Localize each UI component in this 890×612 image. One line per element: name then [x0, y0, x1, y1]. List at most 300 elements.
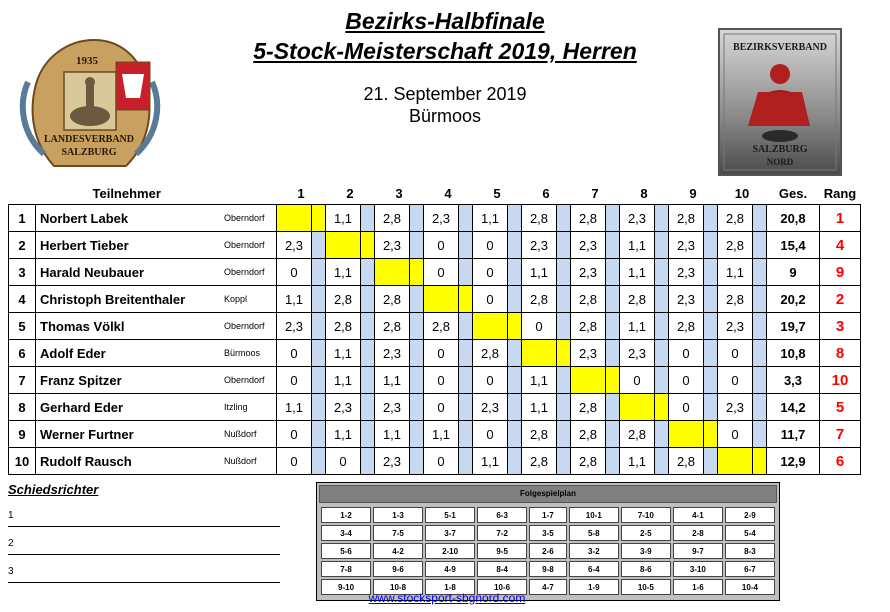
- score-spacer: [655, 367, 669, 394]
- schedule-pairing: 9-7: [673, 543, 723, 559]
- score-spacer: [459, 394, 473, 421]
- score-spacer: [753, 394, 767, 421]
- logo-right-line3: NORD: [766, 157, 794, 167]
- score-spacer: [606, 448, 620, 475]
- schedule-pairing: 5-6: [321, 543, 371, 559]
- rank-value: 7: [820, 421, 861, 448]
- total-score: 14,2: [767, 394, 820, 421]
- score-spacer: [606, 367, 620, 394]
- score-cell: 1,1: [277, 394, 312, 421]
- score-cell: 0: [473, 232, 508, 259]
- score-cell: 1,1: [620, 232, 655, 259]
- score-spacer: [557, 286, 571, 313]
- participant-name: Rudolf Rausch: [36, 448, 225, 475]
- logo-right-line1: BEZIRKSVERBAND: [733, 42, 827, 53]
- score-cell: 0: [473, 367, 508, 394]
- col-round-header: 7: [591, 185, 599, 201]
- rank-value: 1: [820, 205, 861, 232]
- score-spacer: [410, 205, 424, 232]
- score-spacer: [361, 367, 375, 394]
- self-match-cell: [571, 367, 606, 394]
- score-cell: 0: [424, 448, 459, 475]
- score-cell: 1,1: [522, 394, 557, 421]
- score-spacer: [753, 313, 767, 340]
- schedule-pairing: 9-5: [477, 543, 527, 559]
- schedule-pairing: 7-10: [621, 507, 671, 523]
- score-spacer: [655, 313, 669, 340]
- score-cell: 0: [277, 340, 312, 367]
- schedule-row: [321, 543, 775, 559]
- score-spacer: [508, 286, 522, 313]
- score-spacer: [459, 340, 473, 367]
- row-number: 6: [9, 340, 36, 367]
- score-cell: 2,8: [571, 205, 606, 232]
- col-total: Ges.: [778, 185, 808, 201]
- row-number: 5: [9, 313, 36, 340]
- score-cell: 2,8: [375, 286, 410, 313]
- schedule-pairing: 8-4: [477, 561, 527, 577]
- schedule-pairing: 7-2: [477, 525, 527, 541]
- schedule-table-body: [321, 507, 775, 595]
- schedule-pairing: 1-8: [425, 579, 475, 595]
- score-cell: 0: [669, 394, 704, 421]
- row-number: 3: [9, 259, 36, 286]
- score-cell: 2,8: [571, 313, 606, 340]
- total-score: 15,4: [767, 232, 820, 259]
- score-cell: 1,1: [718, 259, 753, 286]
- score-spacer: [557, 340, 571, 367]
- score-cell: 2,8: [522, 286, 557, 313]
- score-spacer: [410, 340, 424, 367]
- score-spacer: [557, 313, 571, 340]
- schedule-table: [319, 505, 777, 597]
- score-spacer: [753, 367, 767, 394]
- score-spacer: [508, 367, 522, 394]
- score-spacer: [410, 259, 424, 286]
- score-cell: 0: [326, 448, 361, 475]
- schedule-pairing: 5-1: [425, 507, 475, 523]
- score-cell: 2,8: [522, 205, 557, 232]
- col-round-header: 4: [444, 185, 452, 201]
- score-spacer: [459, 232, 473, 259]
- schedule-pairing: 3-2: [569, 543, 619, 559]
- self-match-cell: [424, 286, 459, 313]
- score-cell: 2,8: [718, 232, 753, 259]
- score-cell: 1,1: [473, 448, 508, 475]
- col-participant: Teilnehmer: [92, 185, 161, 201]
- participant-club: Nußdorf: [224, 421, 277, 448]
- schedule-pairing: 3-5: [529, 525, 567, 541]
- table-row: [9, 367, 861, 394]
- score-cell: 0: [718, 367, 753, 394]
- score-cell: 2,3: [375, 340, 410, 367]
- schedule-pairing: 6-4: [569, 561, 619, 577]
- score-cell: 0: [473, 421, 508, 448]
- schedule-pairing: 3-9: [621, 543, 671, 559]
- schedule-pairing: 6-7: [725, 561, 775, 577]
- referee-line-1: 1: [8, 510, 280, 527]
- schedule-pairing: 4-1: [673, 507, 723, 523]
- score-spacer: [557, 448, 571, 475]
- results-table: [8, 182, 861, 475]
- schedule-pairing: 9-8: [529, 561, 567, 577]
- self-match-cell: [620, 394, 655, 421]
- score-spacer: [410, 286, 424, 313]
- score-cell: 2,3: [718, 313, 753, 340]
- col-round-header: 10: [734, 185, 750, 201]
- score-spacer: [606, 286, 620, 313]
- score-spacer: [704, 232, 718, 259]
- score-spacer: [508, 340, 522, 367]
- score-spacer: [557, 259, 571, 286]
- rank-value: 9: [820, 259, 861, 286]
- score-cell: 2,8: [424, 313, 459, 340]
- score-cell: 0: [669, 367, 704, 394]
- schedule-pairing: 1-9: [569, 579, 619, 595]
- self-match-cell: [522, 340, 557, 367]
- logo-left-line2: SALZBURG: [61, 147, 117, 158]
- score-spacer: [557, 367, 571, 394]
- score-spacer: [508, 421, 522, 448]
- score-cell: 2,3: [277, 232, 312, 259]
- score-spacer: [508, 232, 522, 259]
- row-number: 9: [9, 421, 36, 448]
- total-score: 12,9: [767, 448, 820, 475]
- score-cell: 2,3: [669, 286, 704, 313]
- score-spacer: [361, 448, 375, 475]
- score-cell: 0: [473, 259, 508, 286]
- participant-club: Nußdorf: [224, 448, 277, 475]
- score-spacer: [606, 205, 620, 232]
- event-place: Bürmoos: [408, 106, 482, 126]
- score-cell: 2,8: [375, 205, 410, 232]
- score-cell: 1,1: [326, 205, 361, 232]
- score-cell: 2,8: [473, 340, 508, 367]
- score-cell: 0: [424, 340, 459, 367]
- total-score: 10,8: [767, 340, 820, 367]
- score-spacer: [704, 340, 718, 367]
- participant-club: Itzling: [224, 394, 277, 421]
- participant-club: Bürmoos: [224, 340, 277, 367]
- score-cell: 0: [718, 421, 753, 448]
- score-cell: 0: [277, 421, 312, 448]
- schedule-row: [321, 507, 775, 523]
- participant-name: Christoph Breitenthaler: [36, 286, 225, 313]
- self-match-cell: [718, 448, 753, 475]
- score-cell: 2,3: [669, 232, 704, 259]
- score-cell: 1,1: [326, 340, 361, 367]
- score-spacer: [557, 421, 571, 448]
- self-match-cell: [277, 205, 312, 232]
- score-spacer: [606, 313, 620, 340]
- score-spacer: [312, 286, 326, 313]
- score-spacer: [361, 421, 375, 448]
- score-spacer: [704, 313, 718, 340]
- score-cell: 1,1: [620, 313, 655, 340]
- rank-value: 2: [820, 286, 861, 313]
- score-spacer: [753, 259, 767, 286]
- table-row: [9, 259, 861, 286]
- score-cell: 1,1: [375, 367, 410, 394]
- schedule-pairing: 7-8: [321, 561, 371, 577]
- score-cell: 2,3: [375, 232, 410, 259]
- score-cell: 2,8: [375, 313, 410, 340]
- schedule-pairing: 7-5: [373, 525, 423, 541]
- schedule-title: Folgespielplan: [319, 485, 777, 503]
- score-spacer: [606, 259, 620, 286]
- participant-name: Adolf Eder: [36, 340, 225, 367]
- score-spacer: [459, 448, 473, 475]
- score-spacer: [312, 259, 326, 286]
- score-spacer: [508, 205, 522, 232]
- score-cell: 2,3: [620, 205, 655, 232]
- schedule-pairing: 3-4: [321, 525, 371, 541]
- schedule-pairing: 4-2: [373, 543, 423, 559]
- table-row: [9, 286, 861, 313]
- schedule-pairing: 10-6: [477, 579, 527, 595]
- score-spacer: [459, 313, 473, 340]
- schedule-pairing: 2-8: [673, 525, 723, 541]
- score-cell: 1,1: [326, 421, 361, 448]
- score-spacer: [704, 394, 718, 421]
- score-spacer: [655, 394, 669, 421]
- schedule-pairing: 10-5: [621, 579, 671, 595]
- row-number: 4: [9, 286, 36, 313]
- score-cell: 2,3: [620, 340, 655, 367]
- score-cell: 2,8: [571, 421, 606, 448]
- score-cell: 1,1: [326, 367, 361, 394]
- col-round-header: 8: [640, 185, 648, 201]
- table-row: [9, 340, 861, 367]
- score-spacer: [508, 259, 522, 286]
- participant-club: Koppl: [224, 286, 277, 313]
- score-spacer: [312, 313, 326, 340]
- score-spacer: [410, 448, 424, 475]
- score-spacer: [361, 259, 375, 286]
- score-spacer: [459, 286, 473, 313]
- score-cell: 2,3: [277, 313, 312, 340]
- schedule-pairing: 9-6: [373, 561, 423, 577]
- rank-value: 6: [820, 448, 861, 475]
- score-spacer: [459, 367, 473, 394]
- schedule-row: [321, 525, 775, 541]
- rank-value: 4: [820, 232, 861, 259]
- score-spacer: [704, 421, 718, 448]
- score-spacer: [606, 421, 620, 448]
- score-spacer: [361, 205, 375, 232]
- score-spacer: [655, 259, 669, 286]
- score-cell: 1,1: [326, 259, 361, 286]
- score-cell: 0: [424, 394, 459, 421]
- score-cell: 2,3: [375, 448, 410, 475]
- schedule-pairing: 4-9: [425, 561, 475, 577]
- participant-name: Harald Neubauer: [36, 259, 225, 286]
- score-cell: 1,1: [620, 259, 655, 286]
- schedule-pairing: 4-7: [529, 579, 567, 595]
- score-cell: 2,3: [326, 394, 361, 421]
- col-rank: Rang: [823, 185, 857, 201]
- score-cell: 0: [522, 313, 557, 340]
- score-spacer: [655, 340, 669, 367]
- score-spacer: [704, 259, 718, 286]
- rank-value: 3: [820, 313, 861, 340]
- score-cell: 1,1: [424, 421, 459, 448]
- score-spacer: [312, 340, 326, 367]
- schedule-pairing: 2-9: [725, 507, 775, 523]
- schedule-pairing: 10-1: [569, 507, 619, 523]
- score-spacer: [655, 286, 669, 313]
- score-spacer: [557, 205, 571, 232]
- score-cell: 0: [473, 286, 508, 313]
- col-round-header: 5: [493, 185, 501, 201]
- schedule-pairing: 5-8: [569, 525, 619, 541]
- score-spacer: [312, 367, 326, 394]
- score-spacer: [459, 205, 473, 232]
- col-round-header: 3: [395, 185, 403, 201]
- score-spacer: [704, 367, 718, 394]
- score-cell: 0: [424, 232, 459, 259]
- schedule-pairing: 10-4: [725, 579, 775, 595]
- participant-club: Oberndorf: [224, 205, 277, 232]
- col-round-header: 9: [689, 185, 697, 201]
- total-score: 19,7: [767, 313, 820, 340]
- score-spacer: [410, 367, 424, 394]
- score-spacer: [704, 205, 718, 232]
- results-header-row: [9, 182, 861, 205]
- score-cell: 2,3: [571, 259, 606, 286]
- website-link[interactable]: www.stocksport-sbgnord.com: [368, 591, 526, 605]
- score-spacer: [655, 205, 669, 232]
- rank-value: 5: [820, 394, 861, 421]
- self-match-cell: [375, 259, 410, 286]
- score-cell: 2,3: [424, 205, 459, 232]
- score-cell: 1,1: [522, 259, 557, 286]
- participant-name: Franz Spitzer: [36, 367, 225, 394]
- participant-name: Thomas Völkl: [36, 313, 225, 340]
- score-cell: 2,3: [473, 394, 508, 421]
- score-cell: 0: [620, 367, 655, 394]
- score-spacer: [606, 340, 620, 367]
- rank-value: 8: [820, 340, 861, 367]
- score-cell: 2,3: [571, 232, 606, 259]
- referee-line-3: 3: [8, 566, 280, 583]
- score-cell: 0: [669, 340, 704, 367]
- participant-club: Oberndorf: [224, 232, 277, 259]
- schedule-row: [321, 561, 775, 577]
- score-spacer: [410, 313, 424, 340]
- landesverband-logo: [14, 34, 164, 174]
- score-cell: 1,1: [473, 205, 508, 232]
- score-cell: 2,8: [718, 286, 753, 313]
- score-spacer: [655, 448, 669, 475]
- score-cell: 2,8: [522, 421, 557, 448]
- rank-value: 10: [820, 367, 861, 394]
- table-row: [9, 448, 861, 475]
- row-number: 2: [9, 232, 36, 259]
- score-cell: 0: [718, 340, 753, 367]
- score-spacer: [655, 421, 669, 448]
- participant-name: Gerhard Eder: [36, 394, 225, 421]
- score-spacer: [753, 421, 767, 448]
- event-date: 21. September 2019: [363, 84, 527, 104]
- score-cell: 2,8: [669, 205, 704, 232]
- total-score: 3,3: [767, 367, 820, 394]
- row-number: 8: [9, 394, 36, 421]
- row-number: 1: [9, 205, 36, 232]
- score-spacer: [606, 232, 620, 259]
- total-score: 9: [767, 259, 820, 286]
- participant-name: Norbert Labek: [36, 205, 225, 232]
- score-spacer: [459, 259, 473, 286]
- score-spacer: [312, 448, 326, 475]
- schedule-pairing: 5-4: [725, 525, 775, 541]
- score-cell: 2,8: [718, 205, 753, 232]
- score-cell: 2,8: [669, 313, 704, 340]
- score-spacer: [557, 232, 571, 259]
- logo-right-line2: SALZBURG: [752, 144, 808, 155]
- score-cell: 0: [277, 367, 312, 394]
- score-cell: 1,1: [620, 448, 655, 475]
- score-cell: 2,8: [522, 448, 557, 475]
- score-cell: 2,8: [326, 286, 361, 313]
- schedule-pairing: 2-10: [425, 543, 475, 559]
- score-spacer: [704, 448, 718, 475]
- score-spacer: [410, 232, 424, 259]
- bezirksverband-logo: [718, 28, 842, 176]
- score-cell: 2,3: [522, 232, 557, 259]
- score-spacer: [557, 394, 571, 421]
- schedule-pairing: 10-8: [373, 579, 423, 595]
- participant-name: Herbert Tieber: [36, 232, 225, 259]
- score-cell: 2,8: [571, 448, 606, 475]
- score-spacer: [361, 313, 375, 340]
- title-main: Bezirks-Halbfinale: [345, 8, 545, 34]
- score-cell: 2,8: [571, 286, 606, 313]
- row-number: 10: [9, 448, 36, 475]
- schedule-pairing: 9-10: [321, 579, 371, 595]
- table-row: [9, 421, 861, 448]
- score-cell: 1,1: [277, 286, 312, 313]
- schedule-pairing: 1-2: [321, 507, 371, 523]
- score-cell: 2,8: [620, 421, 655, 448]
- self-match-cell: [326, 232, 361, 259]
- score-cell: 2,8: [620, 286, 655, 313]
- score-spacer: [753, 448, 767, 475]
- schedule-pairing: 2-6: [529, 543, 567, 559]
- score-spacer: [361, 232, 375, 259]
- score-spacer: [410, 421, 424, 448]
- score-cell: 0: [424, 367, 459, 394]
- score-cell: 0: [424, 259, 459, 286]
- score-spacer: [753, 205, 767, 232]
- participant-club: Oberndorf: [224, 367, 277, 394]
- score-spacer: [459, 421, 473, 448]
- score-cell: 0: [277, 259, 312, 286]
- score-spacer: [410, 394, 424, 421]
- score-spacer: [361, 340, 375, 367]
- schedule-pairing: 1-7: [529, 507, 567, 523]
- participant-club: Oberndorf: [224, 259, 277, 286]
- score-spacer: [753, 340, 767, 367]
- title-sub: 5-Stock-Meisterschaft 2019, Herren: [253, 38, 637, 64]
- score-cell: 2,3: [375, 394, 410, 421]
- score-spacer: [704, 286, 718, 313]
- score-cell: 1,1: [522, 367, 557, 394]
- col-round-header: 6: [542, 185, 550, 201]
- schedule-pairing: 1-3: [373, 507, 423, 523]
- schedule-pairing: 3-10: [673, 561, 723, 577]
- score-cell: 2,3: [718, 394, 753, 421]
